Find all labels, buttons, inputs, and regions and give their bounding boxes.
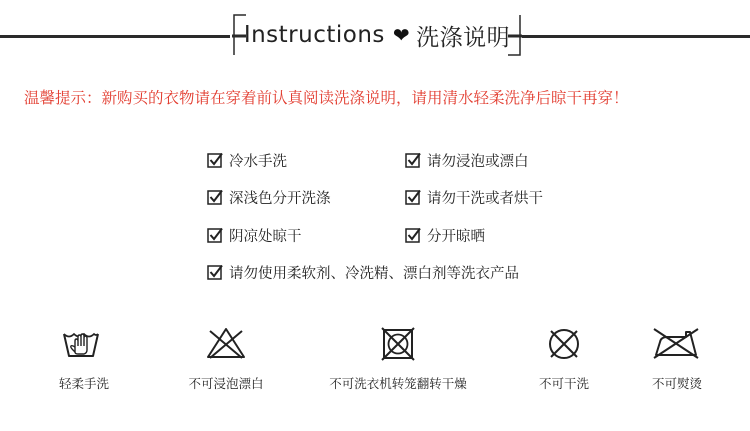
checklist-item <box>207 150 287 171</box>
checked-box-icon <box>405 227 422 244</box>
checked-box-icon <box>207 189 224 206</box>
checked-box-icon <box>405 189 422 206</box>
care-label-no-bleach: 不可浸泡漂白 <box>188 376 264 391</box>
checklist-item <box>207 262 519 283</box>
care-label-no-dry-clean: 不可干洗 <box>538 376 590 391</box>
checked-box-icon <box>405 152 422 169</box>
no-bleach-icon <box>204 326 248 360</box>
heart-icon: ❤ <box>392 23 411 47</box>
warm-tip: 温馨提示：新购买的衣物请在穿着前认真阅读洗涤说明，请用清水轻柔洗净后晾干再穿！ <box>24 89 629 107</box>
checklist-label: 分开晾晒 <box>427 229 485 245</box>
care-label-no-tumble-dry: 不可洗衣机转笼翻转干燥 <box>329 376 467 391</box>
header-title-cn: 洗涤说明 <box>416 24 511 51</box>
checklist-label: 请勿使用柔软剂、冷洗精、漂白剂等洗衣产品 <box>229 266 519 282</box>
hand-wash-icon <box>61 326 101 360</box>
care-label-no-iron: 不可熨烫 <box>651 376 703 391</box>
no-dry-clean-icon <box>546 326 582 362</box>
header-rule-left <box>0 35 230 38</box>
no-iron-icon <box>650 326 702 360</box>
checked-box-icon <box>207 152 224 169</box>
checklist-label: 请勿浸泡或漂白 <box>427 154 529 170</box>
checklist-label: 冷水手洗 <box>229 154 287 170</box>
care-label-hand-wash: 轻柔手洗 <box>58 376 110 391</box>
checked-box-icon <box>207 227 224 244</box>
no-tumble-dry-icon <box>381 327 415 361</box>
checked-box-icon <box>207 264 224 281</box>
checklist-item <box>207 187 331 208</box>
checklist-label: 深浅色分开洗涤 <box>229 191 331 207</box>
checklist-label: 阴凉处晾干 <box>229 229 302 245</box>
checklist-label: 请勿干洗或者烘干 <box>427 191 543 207</box>
checklist-item <box>405 150 529 171</box>
checklist-item <box>405 187 543 208</box>
header-title-box <box>232 14 522 56</box>
header-title <box>232 14 522 56</box>
header-title-en: Instructions <box>243 22 385 48</box>
checklist-item <box>207 225 302 246</box>
checklist-item <box>405 225 485 246</box>
header-rule-right <box>522 35 750 38</box>
